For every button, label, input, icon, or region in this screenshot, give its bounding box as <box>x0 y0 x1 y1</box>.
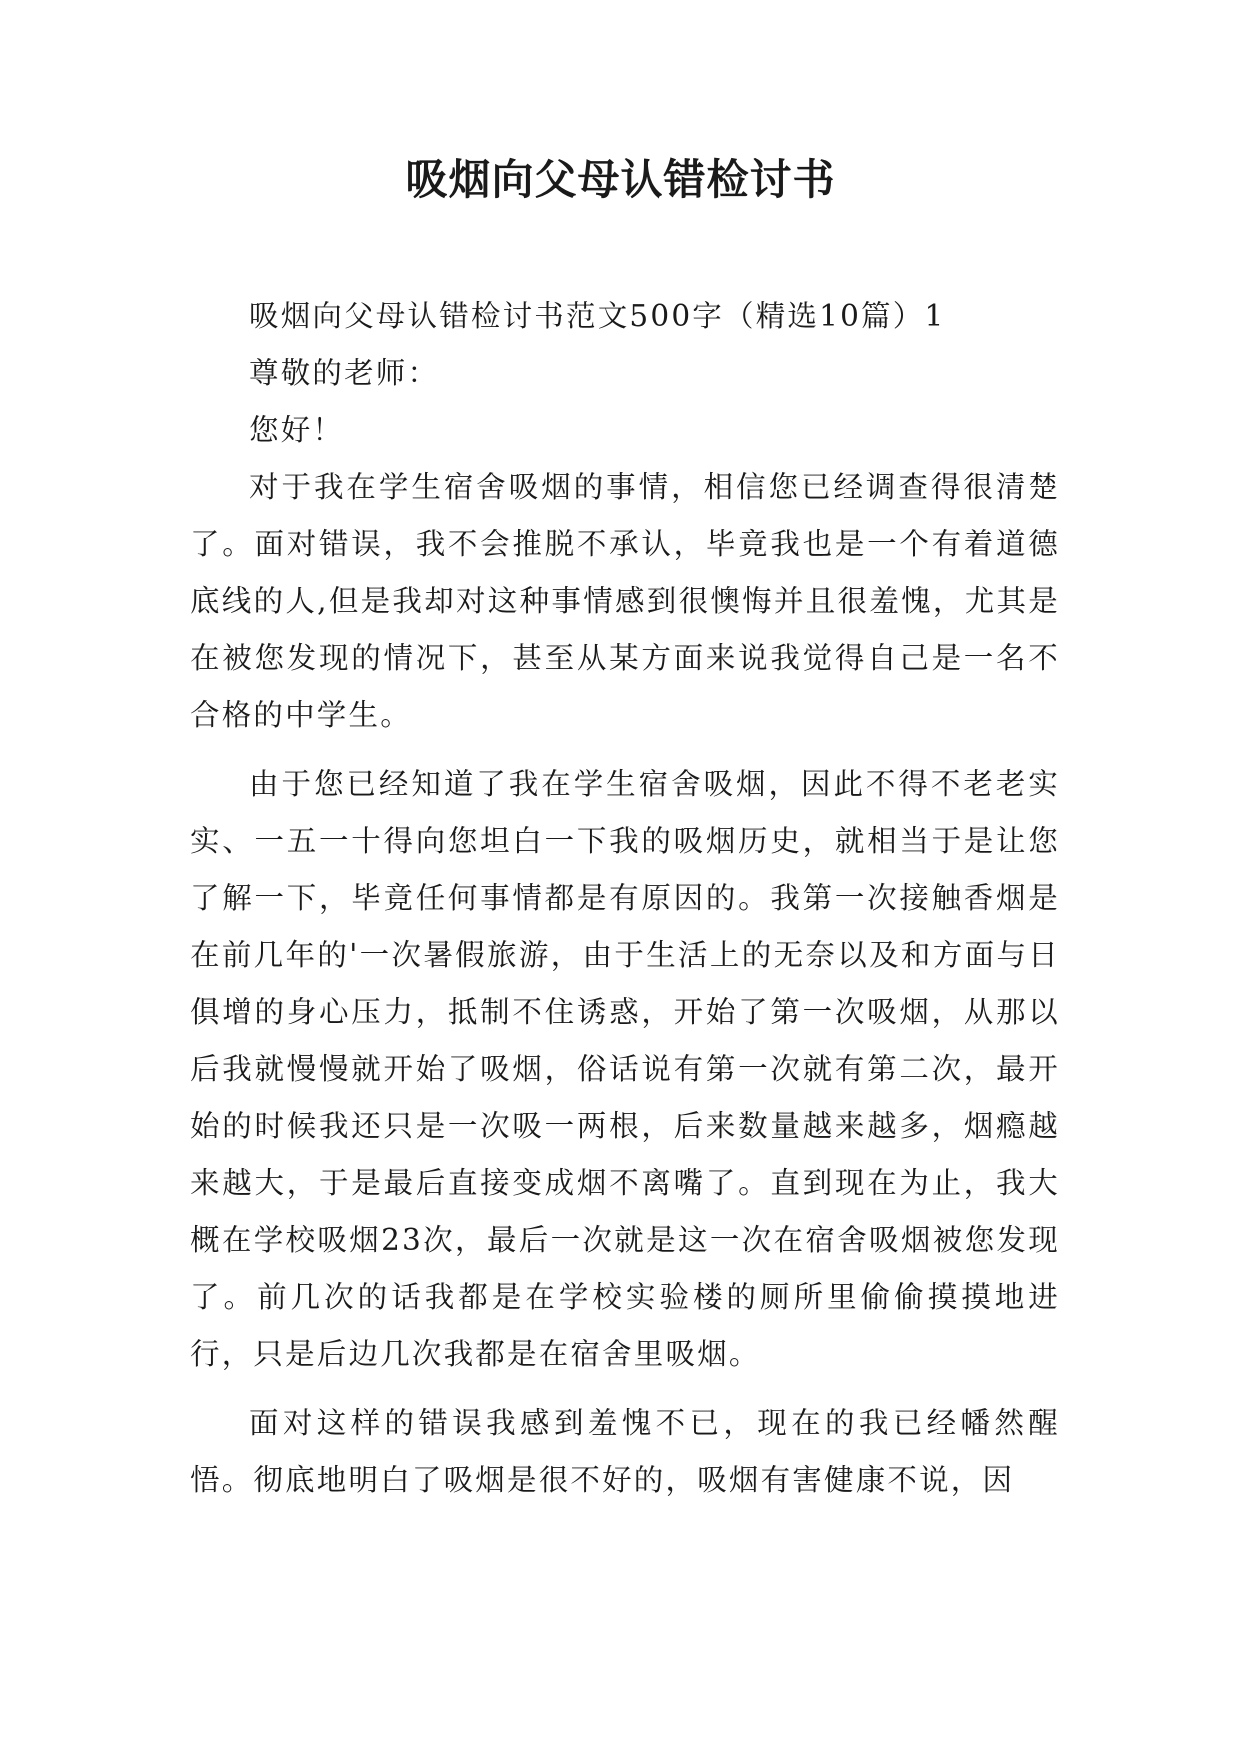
document-title: 吸烟向父母认错检讨书 <box>405 155 836 204</box>
salutation: 尊敬的老师： <box>249 356 440 390</box>
document-body <box>190 288 1060 1509</box>
paragraph: 面对这样的错误我感到羞愧不已，现在的我已经幡然醒悟。彻底地明白了吸烟是很不好的，吸烟有害健康不说，因 <box>190 1406 1060 1497</box>
paragraph: 对于我在学生宿舍吸烟的事情，相信您已经调查得很清楚了。面对错误，我不会推脱不承认，毕竟我也是一个有着道德底线的人,但是我却对这种事情感到很懊悔并且很羞愧，尤其是在被您发现的情况下，甚至从某方面来说我觉得自己是一名不合格的中学生。 <box>190 470 1060 732</box>
subtitle-line: 吸烟向父母认错检讨书范文500字（精选10篇）1 <box>249 299 946 333</box>
greeting: 您好！ <box>249 413 345 447</box>
paragraph: 由于您已经知道了我在学生宿舍吸烟，因此不得不老老实实、一五一十得向您坦白一下我的吸烟历史，就相当于是让您了解一下，毕竟任何事情都是有原因的。我第一次接触香烟是在前几年的'一次暑假旅游，由于生活上的无奈以及和方面与日俱增的身心压力，抵制不住诱惑，开始了第一次吸烟，从那以后我就慢慢就开始了吸烟，俗话说有第一次就有第二次，最开始的时候我还只是一次吸一两根，后来数量越来越多，烟瘾越来越大，于是最后直接变成烟不离嘴了。直到现在为止，我大概在学校吸烟23次，最后一次就是这一次在宿舍吸烟被您发现了。前几次的话我都是在学校实验楼的厕所里偷偷摸摸地进行，只是后边几次我都是在宿舍里吸烟。 <box>190 767 1060 1371</box>
